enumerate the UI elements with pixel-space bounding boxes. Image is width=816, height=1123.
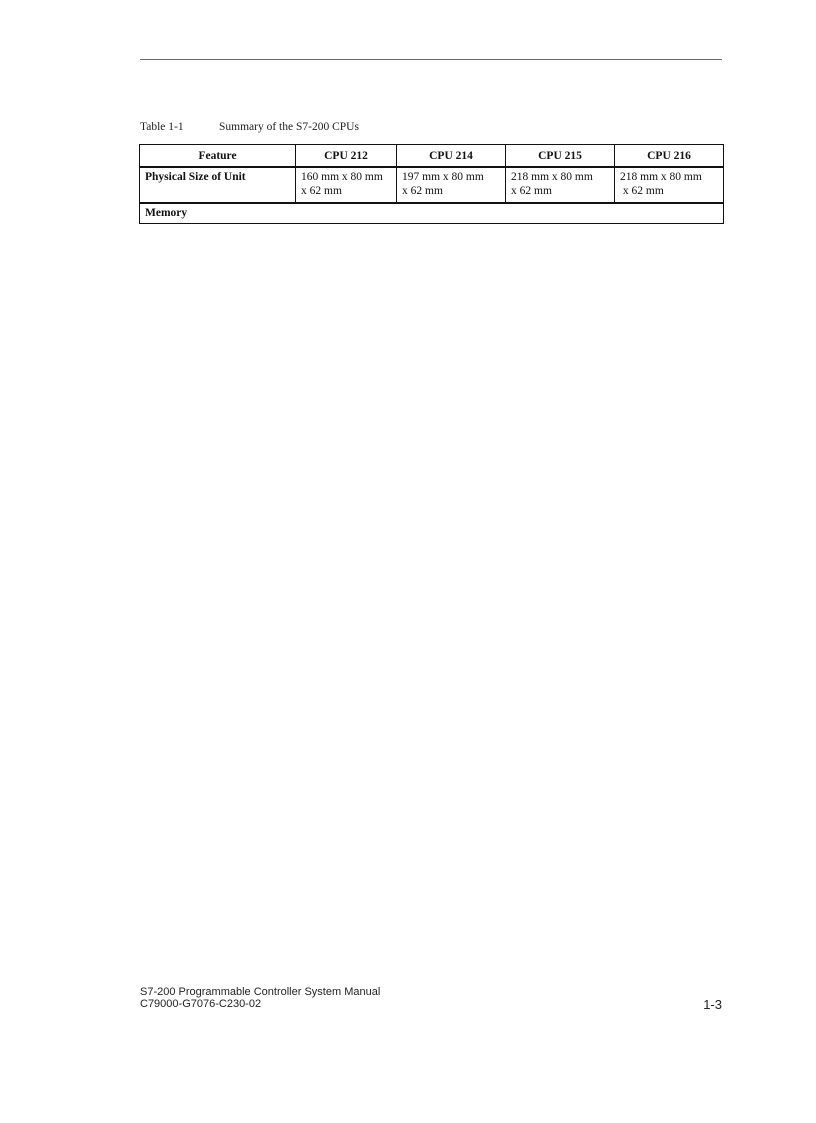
cell-size-cpu-216 — [615, 167, 724, 203]
cpu-summary-table — [139, 144, 724, 224]
cell-size-cpu-215-line2: x 62 mm — [511, 185, 552, 197]
cell-size-cpu-212-line1: 160 mm x 80 mm — [301, 171, 383, 183]
cell-size-cpu-214-line2: x 62 mm — [402, 185, 443, 197]
table-section-row-memory — [140, 203, 724, 224]
table-caption — [140, 121, 359, 133]
cell-size-cpu-214 — [397, 167, 506, 203]
column-header-cpu-215: CPU 215 — [506, 145, 615, 168]
cell-size-cpu-216-line2: x 62 mm — [620, 185, 664, 197]
table-number: Table 1-1 — [140, 121, 184, 133]
cell-size-cpu-215-line1: 218 mm x 80 mm — [511, 171, 593, 183]
table-title: Summary of the S7-200 CPUs — [219, 121, 359, 133]
cell-size-cpu-214-line1: 197 mm x 80 mm — [402, 171, 484, 183]
cell-size-cpu-212 — [296, 167, 397, 203]
column-header-cpu-216: CPU 216 — [615, 145, 724, 168]
column-header-cpu-212: CPU 212 — [296, 145, 397, 168]
column-header-cpu-214: CPU 214 — [397, 145, 506, 168]
footer-order-number: C79000-G7076-C230-02 — [140, 998, 262, 1010]
cell-size-cpu-216-line1: 218 mm x 80 mm — [620, 171, 702, 183]
cell-size-cpu-212-line2: x 62 mm — [301, 185, 342, 197]
cell-size-cpu-215 — [506, 167, 615, 203]
page-number: 1-3 — [703, 997, 722, 1012]
footer-manual-title: S7-200 Programmable Controller System Manual — [140, 986, 381, 998]
table-header-row — [140, 145, 724, 168]
row-label-physical-size: Physical Size of Unit — [140, 167, 296, 203]
table-row-physical-size — [140, 167, 724, 203]
header-rule — [140, 59, 722, 60]
footer-manual-info — [140, 986, 380, 1010]
section-label-memory: Memory — [140, 203, 724, 224]
column-header-feature: Feature — [140, 145, 296, 168]
